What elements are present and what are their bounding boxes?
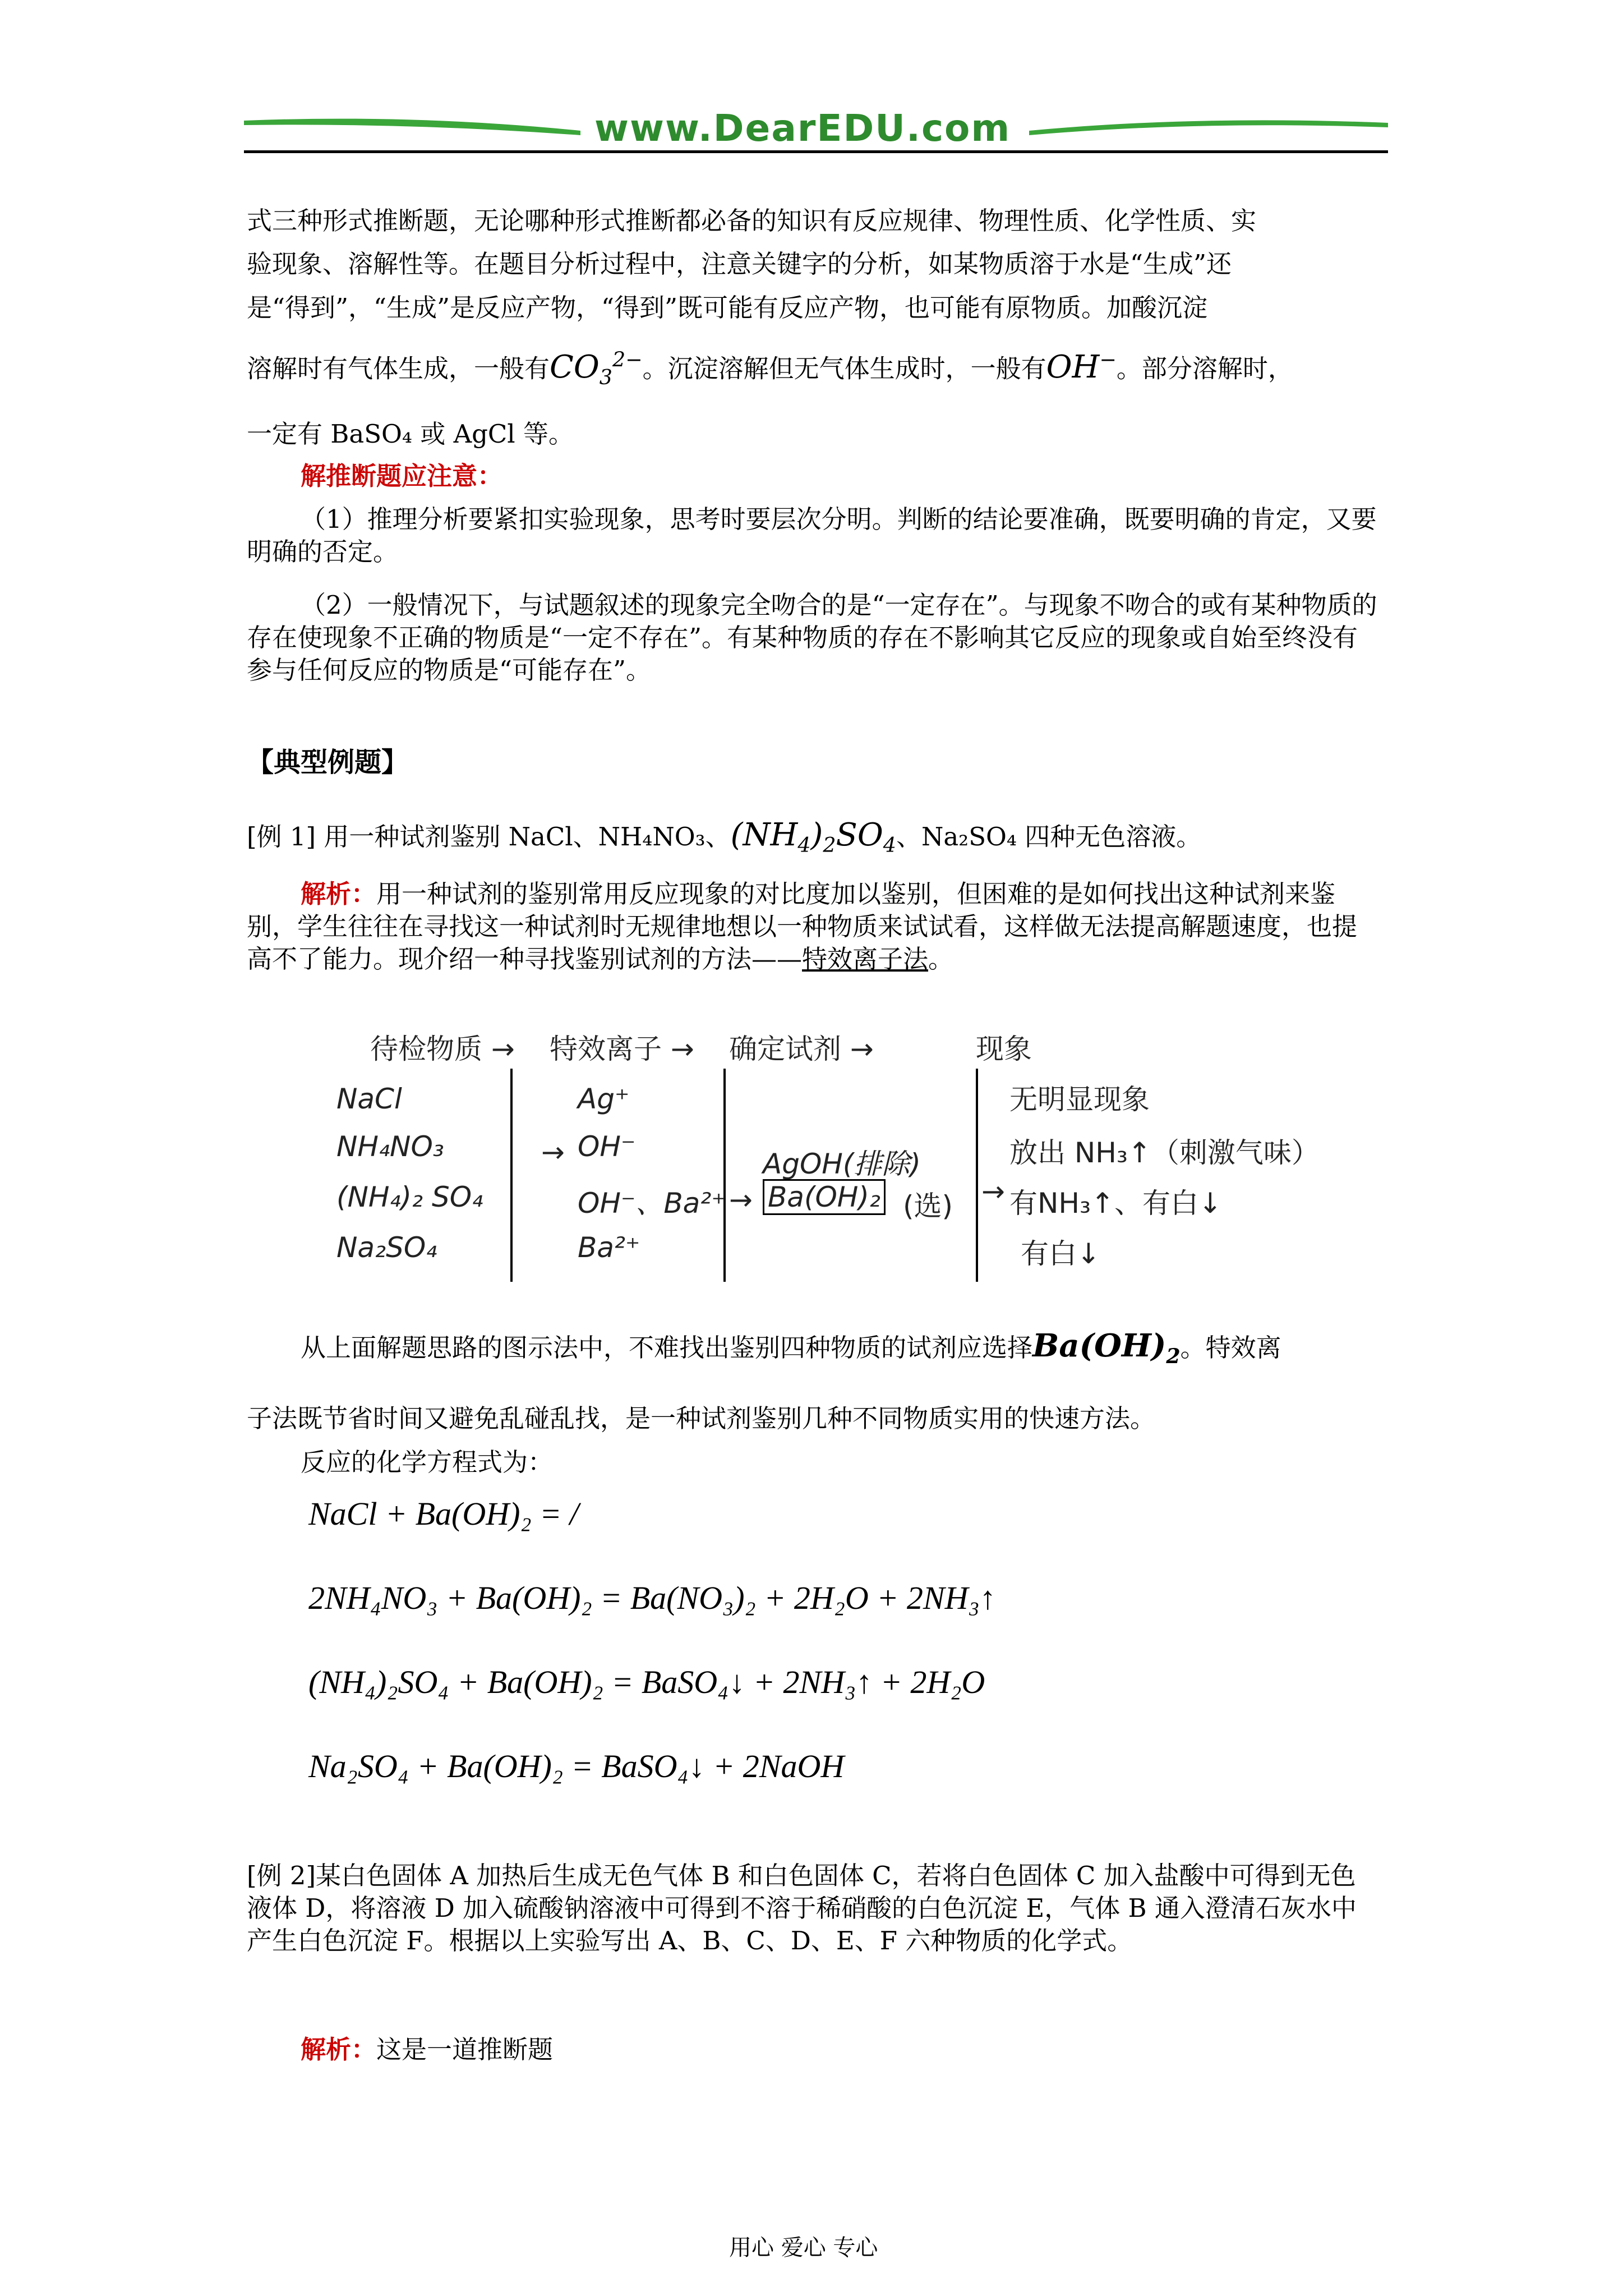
analysis-text: 用一种试剂的鉴别常用反应现象的对比度加以鉴别，但困难的是如何找出这种试剂来鉴别，学生往往在寻找这一种试剂时无规律地想以一种物质来试试看，这样做无法提高解题速度，也提高不了能力。现介绍一种寻找鉴别试剂的方法—— — [247, 879, 1358, 974]
header-divider — [244, 150, 1388, 153]
intro-line-2: 验现象、溶解性等。在题目分析过程中，注意关键字的分析，如某物质溶于水是“生成”还 — [247, 249, 1232, 279]
reagent-formula: $Ba(OH)_2$ — [1032, 1327, 1181, 1369]
conclusion-a: 从上面解题思路的图示法中，不难找出鉴别四种物质的试剂应选择 — [301, 1333, 1033, 1363]
diagram-reagent-selected: Ba(OH)₂ — [763, 1179, 886, 1215]
conclusion-line-2: 子法既节省时间又避免乱碰乱找，是一种试剂鉴别几种不同物质实用的快速方法。 — [247, 1404, 1156, 1433]
diagram-ion: OH⁻ — [578, 1130, 636, 1163]
intro-line-3: 是“得到”，“生成”是反应产物，“得到”既可能有反应产物，也可能有原物质。加酸沉淀 — [247, 293, 1208, 323]
method-name: 特效离子法 — [802, 944, 929, 974]
equation-2: 2NH₄NO₃ + Ba(OH)₂ = Ba(NO₃)₂ + 2H₂O + 2NH₃↑ — [308, 1580, 996, 1616]
diagram-substance: NaCl — [336, 1083, 402, 1115]
example1-analysis — [247, 878, 1380, 976]
example1-question-b: 、Na₂SO₄ 四种无色溶液。 — [896, 822, 1202, 852]
intro-line-4a: 溶解时有气体生成，一般有 — [247, 353, 550, 384]
intro-line-1: 式三种形式推断题，无论哪种形式推断都必备的知识有反应规律、物理性质、化学性质、实 — [247, 206, 1257, 236]
diagram-reagent-excluded: AgOH(排除) — [763, 1148, 921, 1180]
diagram-substance: NH₄NO₃ — [336, 1130, 444, 1163]
site-logo-text: www.DearEDU.com — [594, 107, 1011, 150]
diagram-ion: Ba²⁺ — [578, 1231, 640, 1264]
diagram-divider-1 — [510, 1069, 513, 1282]
diagram-header-substance: 待检物质 → — [370, 1033, 515, 1065]
notes-title: 解推断题应注意： — [301, 461, 503, 491]
analysis-label: 解析： — [301, 2035, 377, 2064]
analysis-text: 这是一道推断题 — [376, 2035, 554, 2064]
carbonate-formula: $CO_3^{2-}$ — [550, 347, 643, 389]
diagram-reagent-note: (选) — [903, 1190, 953, 1222]
diagram-phenomenon: 放出 NH₃↑（刺激气味） — [1009, 1137, 1320, 1169]
section-title: 【典型例题】 — [247, 747, 409, 778]
example1-question-a: [例 1] 用一种试剂鉴别 NaCl、NH₄NO₃、 — [247, 822, 731, 852]
intro-line-4 — [247, 343, 1380, 394]
diagram-phenomenon: 无明显现象 — [1009, 1083, 1150, 1116]
intro-line-4b: 。沉淀溶解但无气体生成时，一般有 — [642, 353, 1046, 384]
equation-4: Na₂SO₄ + Ba(OH)₂ = BaSO₄↓ + 2NaOH — [308, 1748, 845, 1784]
intro-line-5: 一定有 BaSO₄ 或 AgCl 等。 — [247, 419, 574, 449]
diagram-divider-2 — [723, 1069, 726, 1282]
diagram-arrow: → — [541, 1136, 565, 1168]
analysis-label: 解析： — [301, 879, 377, 909]
diagram-phenomenon: 有白↓ — [1021, 1237, 1100, 1270]
note-item-1: （1）推理分析要紧扣实验现象，思考时要层次分明。判断的结论要准确，既要明确的肯定，又要明确的否定。 — [247, 504, 1377, 567]
diagram-ion: OH⁻、Ba²⁺ — [578, 1187, 726, 1220]
diagram-phenomenon: 有NH₃↑、有白↓ — [1009, 1187, 1222, 1220]
equation-3: (NH₄)₂SO₄ + Ba(OH)₂ = BaSO₄↓ + 2NH₃↑ + 2H₂O — [308, 1664, 985, 1700]
diagram-substance: Na₂SO₄ — [336, 1231, 437, 1264]
equation-1: NaCl + Ba(OH)₂ = / — [308, 1496, 579, 1532]
example2-question: [例 2]某白色固体 A 加热后生成无色气体 B 和白色固体 C，若将白色固体 C 加入盐酸中可得到无色液体 D，将溶液 D 加入硫酸钠溶液中可得到不溶于稀硝酸的白色沉淀 E，气体 B 通入澄清石灰水中产生白色沉淀 F。根据以上实验写出 A、B、C、D、E、F 六种物质的化学式。 — [247, 1861, 1357, 1955]
intro-line-4c: 。部分溶解时， — [1116, 353, 1293, 384]
example2-analysis — [247, 2033, 1380, 2066]
diagram-arrow: → — [729, 1184, 753, 1216]
conclusion-line-1 — [247, 1329, 1380, 1373]
ion-method-diagram — [336, 1027, 1346, 1290]
diagram-divider-3 — [976, 1069, 978, 1282]
equation-intro: 反应的化学方程式为： — [301, 1447, 554, 1477]
diagram-ion: Ag⁺ — [578, 1083, 630, 1115]
diagram-header-ion: 特效离子 → — [550, 1033, 694, 1065]
example1-question — [247, 819, 1380, 862]
ammonium-sulfate-formula: $(NH_4)_2SO_4$ — [730, 817, 896, 858]
diagram-substance: (NH₄)₂ SO₄ — [336, 1181, 483, 1213]
analysis-period: 。 — [928, 944, 954, 974]
conclusion-b: 。特效离 — [1180, 1333, 1281, 1363]
note-item-2: （2）一般情况下，与试题叙述的现象完全吻合的是“一定存在”。与现象不吻合的或有某种物质的存在使现象不正确的物质是“一定不存在”。有某种物质的存在不影响其它反应的现象或自始至终没有参与任何反应的物质是“可能存在”。 — [247, 590, 1377, 685]
diagram-header-reagent: 确定试剂 → — [729, 1033, 874, 1065]
diagram-arrow: → — [981, 1175, 1005, 1208]
page-footer: 用心 爱心 专心 — [729, 2235, 878, 2261]
diagram-header-phenomenon: 现象 — [976, 1033, 1032, 1065]
hydroxide-formula: OH− — [1046, 347, 1117, 385]
